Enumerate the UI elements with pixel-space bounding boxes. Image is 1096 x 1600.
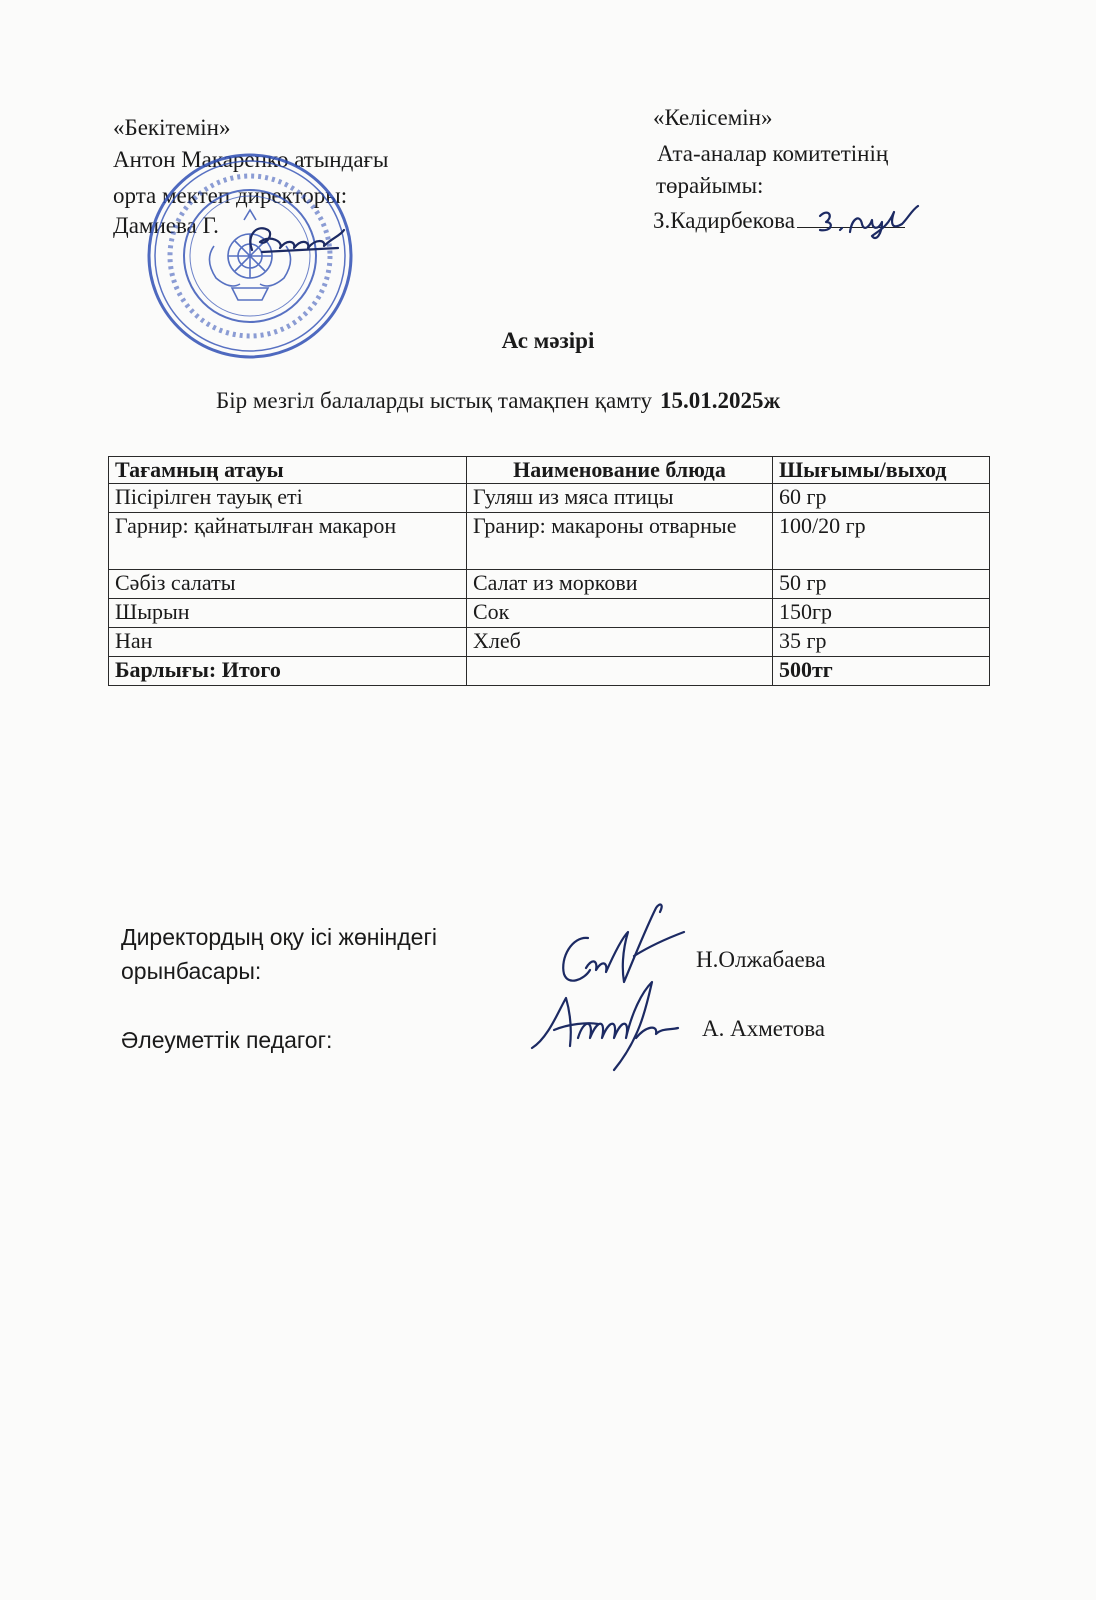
cell-kazakh-name: Сәбіз салаты <box>109 570 467 599</box>
cell-portion: 60 гр <box>773 484 990 513</box>
subtitle-date: 15.01.2025ж <box>660 388 781 413</box>
page-title: Ас мәзірі <box>501 328 595 353</box>
cell-portion: 50 гр <box>773 570 990 599</box>
table-header-row <box>109 457 990 484</box>
cell-russian-name: Гуляш из мяса птицы <box>467 484 773 513</box>
director-signature <box>240 212 350 262</box>
approve-heading: «Бекітемін» <box>113 115 231 140</box>
cell-kazakh-name: Нан <box>109 628 467 657</box>
cell-russian-name: Сок <box>467 599 773 628</box>
approve-line-2: орта мектеп директоры: <box>113 183 348 208</box>
cell-russian-name: Гранир: макароны отварные <box>467 513 773 570</box>
social-pedagogue-label: Әлеуметтік педагог: <box>121 1027 333 1053</box>
agree-line-1: Ата-аналар комитетінің <box>657 141 889 166</box>
total-value: 500тг <box>773 657 990 686</box>
cell-kazakh-name: Шырын <box>109 599 467 628</box>
cell-kazakh-name: Гарнир: қайнатылған макарон <box>109 513 467 570</box>
deputy-label <box>121 920 437 988</box>
cell-russian-name: Хлеб <box>467 628 773 657</box>
deputy-name: Н.Олжабаева <box>696 947 826 972</box>
table-row <box>109 628 990 657</box>
subtitle <box>216 386 780 416</box>
table-row <box>109 570 990 599</box>
subtitle-text: Бір мезгіл балаларды ыстық тамақпен қамту <box>216 388 652 413</box>
table-row <box>109 484 990 513</box>
table-total-row <box>109 657 990 686</box>
deputy-label-line-1: Директордың оқу ісі жөніндегі <box>121 924 437 950</box>
deputy-label-line-2: орынбасары: <box>121 958 262 984</box>
table-row <box>109 599 990 628</box>
table-row <box>109 513 990 570</box>
social-pedagogue-signature <box>528 968 688 1076</box>
cell-portion: 100/20 гр <box>773 513 990 570</box>
header-portion: Шығымы/выход <box>773 457 990 484</box>
cell-kazakh-name: Пісірілген тауық еті <box>109 484 467 513</box>
cell-portion: 35 гр <box>773 628 990 657</box>
header-russian-name: Наименование блюда <box>467 457 773 484</box>
agree-heading: «Келісемін» <box>653 105 773 130</box>
approve-line-3: Дамиева Г. <box>113 213 219 238</box>
total-empty <box>467 657 773 686</box>
agree-name: З.Кадирбекова <box>653 208 795 233</box>
approve-line-1: Антон Макаренко атындағы <box>113 147 389 172</box>
header-kazakh-name: Тағамның атауы <box>109 457 467 484</box>
menu-table <box>108 456 990 686</box>
committee-signature <box>810 200 925 244</box>
cell-russian-name: Салат из моркови <box>467 570 773 599</box>
agree-line-2: төрайымы: <box>656 173 764 198</box>
social-pedagogue-name: А. Ахметова <box>702 1016 825 1041</box>
cell-portion: 150гр <box>773 599 990 628</box>
total-label: Барлығы: Итого <box>109 657 467 686</box>
